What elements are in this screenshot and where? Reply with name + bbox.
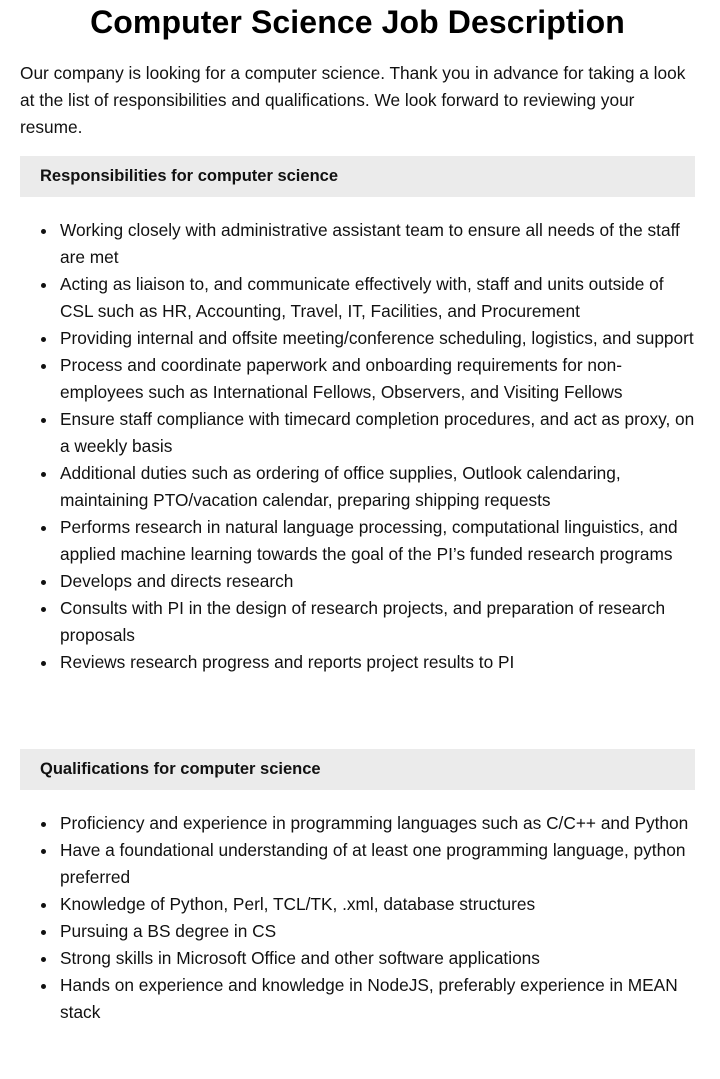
list-item: Knowledge of Python, Perl, TCL/TK, .xml, database structures bbox=[60, 891, 700, 918]
list-item: Acting as liaison to, and communicate effectively with, staff and units outside of CSL such as HR, Accounting, Travel, IT, Facilities, and Procurement bbox=[60, 271, 700, 325]
list-item: Reviews research progress and reports project results to PI bbox=[60, 649, 700, 676]
list-item: Have a foundational understanding of at least one programming language, python preferred bbox=[60, 837, 700, 891]
list-item: Consults with PI in the design of research projects, and preparation of research proposals bbox=[60, 595, 700, 649]
list-item: Strong skills in Microsoft Office and other software applications bbox=[60, 945, 700, 972]
list-item: Develops and directs research bbox=[60, 568, 700, 595]
list-item: Proficiency and experience in programming languages such as C/C++ and Python bbox=[60, 810, 700, 837]
list-item: Providing internal and offsite meeting/conference scheduling, logistics, and support bbox=[60, 325, 700, 352]
list-item: Process and coordinate paperwork and onboarding requirements for non-employees such as International Fellows, Observers, and Visiting Fellows bbox=[60, 352, 700, 406]
list-item: Ensure staff compliance with timecard completion procedures, and act as proxy, on a weekly basis bbox=[60, 406, 700, 460]
list-item: Performs research in natural language processing, computational linguistics, and applied machine learning towards the goal of the PI’s funded research programs bbox=[60, 514, 700, 568]
intro-paragraph: Our company is looking for a computer science. Thank you in advance for taking a look at the list of responsibilities and qualifications. We look forward to reviewing your resume. bbox=[20, 63, 686, 137]
list-item: Pursuing a BS degree in CS bbox=[60, 918, 700, 945]
list-item: Working closely with administrative assistant team to ensure all needs of the staff are met bbox=[60, 217, 700, 271]
list-item: Additional duties such as ordering of office supplies, Outlook calendaring, maintaining PTO/vacation calendar, preparing shipping requests bbox=[60, 460, 700, 514]
responsibilities-list bbox=[20, 217, 700, 676]
qualifications-list bbox=[20, 810, 700, 1026]
list-item: Hands on experience and knowledge in NodeJS, preferably experience in MEAN stack bbox=[60, 972, 700, 1026]
responsibilities-heading: Responsibilities for computer science bbox=[20, 156, 695, 197]
qualifications-heading: Qualifications for computer science bbox=[20, 749, 695, 790]
page-title: Computer Science Job Description bbox=[90, 4, 625, 40]
